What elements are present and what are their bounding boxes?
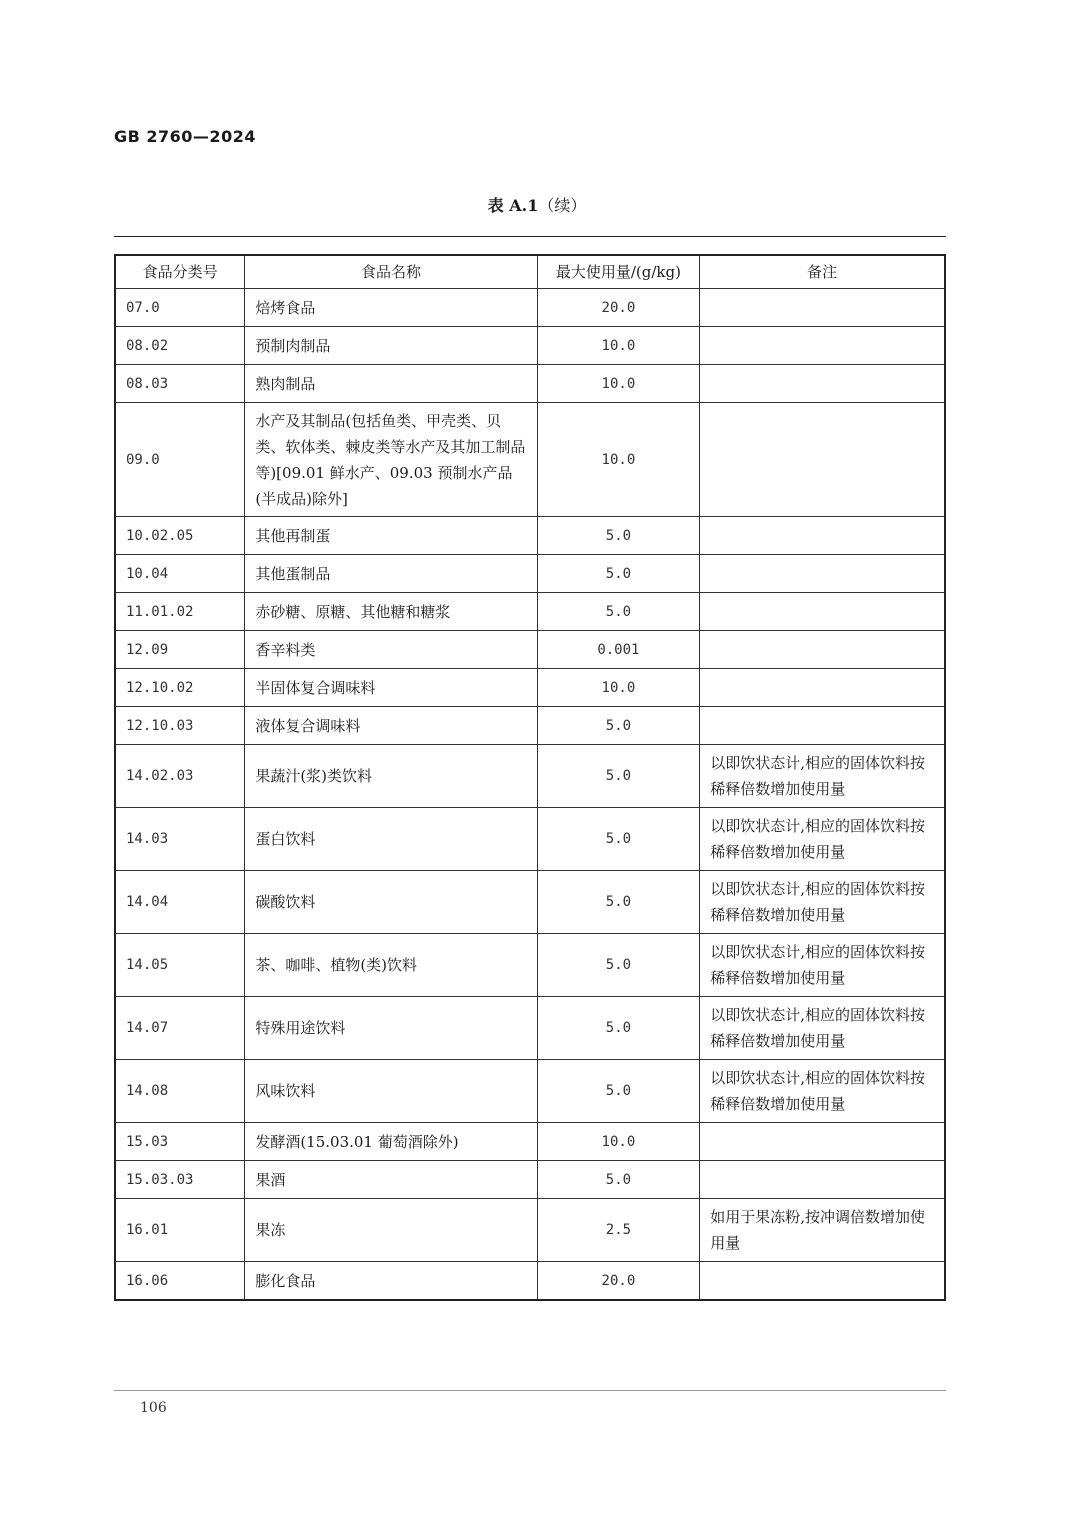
max-amount: 20.0: [537, 1262, 700, 1301]
table-row: [115, 631, 945, 669]
food-name: 茶、咖啡、植物(类)饮料: [245, 934, 537, 997]
table-row: [115, 1161, 945, 1199]
remark: [700, 517, 945, 555]
remark: [700, 327, 945, 365]
max-amount: 5.0: [537, 808, 700, 871]
food-name: 其他再制蛋: [245, 517, 537, 555]
max-amount: 5.0: [537, 593, 700, 631]
remark: 以即饮状态计,相应的固体饮料按稀释倍数增加使用量: [700, 934, 945, 997]
food-name: 焙烤食品: [245, 289, 537, 327]
remark: [700, 365, 945, 403]
food-code: 08.02: [115, 327, 245, 365]
table-title: [0, 193, 1074, 216]
column-header-amount: 最大使用量/(g/kg): [537, 255, 700, 289]
table-row: [115, 1123, 945, 1161]
table-row: [115, 934, 945, 997]
page-number: 106: [140, 1400, 167, 1416]
table-row: [115, 517, 945, 555]
max-amount: 2.5: [537, 1199, 700, 1262]
table-row: [115, 871, 945, 934]
table-row: [115, 403, 945, 517]
top-rule: [114, 236, 946, 237]
food-name: 果酒: [245, 1161, 537, 1199]
max-amount: 5.0: [537, 1060, 700, 1123]
table-header-row: [115, 255, 945, 289]
food-name: 预制肉制品: [245, 327, 537, 365]
max-amount: 10.0: [537, 669, 700, 707]
max-amount: 5.0: [537, 997, 700, 1060]
max-amount: 5.0: [537, 934, 700, 997]
food-code: 12.10.03: [115, 707, 245, 745]
food-code: 16.01: [115, 1199, 245, 1262]
food-code: 14.07: [115, 997, 245, 1060]
food-name: 果冻: [245, 1199, 537, 1262]
table-row: [115, 1199, 945, 1262]
remark: 以即饮状态计,相应的固体饮料按稀释倍数增加使用量: [700, 871, 945, 934]
food-name: 水产及其制品(包括鱼类、甲壳类、贝类、软体类、棘皮类等水产及其加工制品等)[09.01 鲜水产、09.03 预制水产品(半成品)除外]: [245, 403, 537, 517]
remark: [700, 631, 945, 669]
table-row: [115, 669, 945, 707]
food-code: 14.05: [115, 934, 245, 997]
food-name: 蛋白饮料: [245, 808, 537, 871]
food-name: 半固体复合调味料: [245, 669, 537, 707]
table-row: [115, 997, 945, 1060]
food-code: 09.0: [115, 403, 245, 517]
remark: 如用于果冻粉,按冲调倍数增加使用量: [700, 1199, 945, 1262]
food-code: 16.06: [115, 1262, 245, 1301]
food-code: 14.03: [115, 808, 245, 871]
max-amount: 5.0: [537, 707, 700, 745]
table-row: [115, 593, 945, 631]
table-continued-label: （续）: [538, 196, 587, 215]
remark: [700, 593, 945, 631]
remark: [700, 1262, 945, 1301]
max-amount: 5.0: [537, 555, 700, 593]
table-row: [115, 707, 945, 745]
food-name: 特殊用途饮料: [245, 997, 537, 1060]
remark: 以即饮状态计,相应的固体饮料按稀释倍数增加使用量: [700, 808, 945, 871]
food-name: 风味饮料: [245, 1060, 537, 1123]
food-code: 07.0: [115, 289, 245, 327]
column-header-note: 备注: [700, 255, 945, 289]
table-row: [115, 365, 945, 403]
table-row: [115, 808, 945, 871]
remark: 以即饮状态计,相应的固体饮料按稀释倍数增加使用量: [700, 1060, 945, 1123]
food-code: 14.08: [115, 1060, 245, 1123]
food-additive-table: [114, 254, 946, 1301]
food-code: 10.02.05: [115, 517, 245, 555]
food-code: 11.01.02: [115, 593, 245, 631]
food-name: 熟肉制品: [245, 365, 537, 403]
remark: 以即饮状态计,相应的固体饮料按稀释倍数增加使用量: [700, 745, 945, 808]
remark: [700, 289, 945, 327]
food-name: 果蔬汁(浆)类饮料: [245, 745, 537, 808]
column-header-name: 食品名称: [245, 255, 537, 289]
food-code: 15.03.03: [115, 1161, 245, 1199]
table-row: [115, 555, 945, 593]
food-name: 膨化食品: [245, 1262, 537, 1301]
max-amount: 10.0: [537, 365, 700, 403]
food-code: 15.03: [115, 1123, 245, 1161]
max-amount: 10.0: [537, 1123, 700, 1161]
table-row: [115, 289, 945, 327]
food-name: 发酵酒(15.03.01 葡萄酒除外): [245, 1123, 537, 1161]
food-name: 碳酸饮料: [245, 871, 537, 934]
food-name: 其他蛋制品: [245, 555, 537, 593]
table-row: [115, 1262, 945, 1301]
table-row: [115, 745, 945, 808]
max-amount: 0.001: [537, 631, 700, 669]
remark: [700, 707, 945, 745]
remark: [700, 1161, 945, 1199]
food-code: 12.10.02: [115, 669, 245, 707]
remark: [700, 669, 945, 707]
food-code: 12.09: [115, 631, 245, 669]
food-name: 香辛料类: [245, 631, 537, 669]
food-code: 14.02.03: [115, 745, 245, 808]
max-amount: 5.0: [537, 1161, 700, 1199]
food-code: 08.03: [115, 365, 245, 403]
footer-rule: [114, 1390, 946, 1391]
standard-number: GB 2760—2024: [114, 127, 256, 146]
max-amount: 20.0: [537, 289, 700, 327]
food-code: 14.04: [115, 871, 245, 934]
remark: [700, 1123, 945, 1161]
column-header-code: 食品分类号: [115, 255, 245, 289]
max-amount: 10.0: [537, 403, 700, 517]
table-row: [115, 1060, 945, 1123]
remark: [700, 555, 945, 593]
max-amount: 5.0: [537, 517, 700, 555]
food-name: 赤砂糖、原糖、其他糖和糖浆: [245, 593, 537, 631]
remark: [700, 403, 945, 517]
max-amount: 5.0: [537, 871, 700, 934]
max-amount: 5.0: [537, 745, 700, 808]
max-amount: 10.0: [537, 327, 700, 365]
food-name: 液体复合调味料: [245, 707, 537, 745]
food-code: 10.04: [115, 555, 245, 593]
table-row: [115, 327, 945, 365]
table-title-text: 表 A.1: [487, 196, 539, 215]
remark: 以即饮状态计,相应的固体饮料按稀释倍数增加使用量: [700, 997, 945, 1060]
